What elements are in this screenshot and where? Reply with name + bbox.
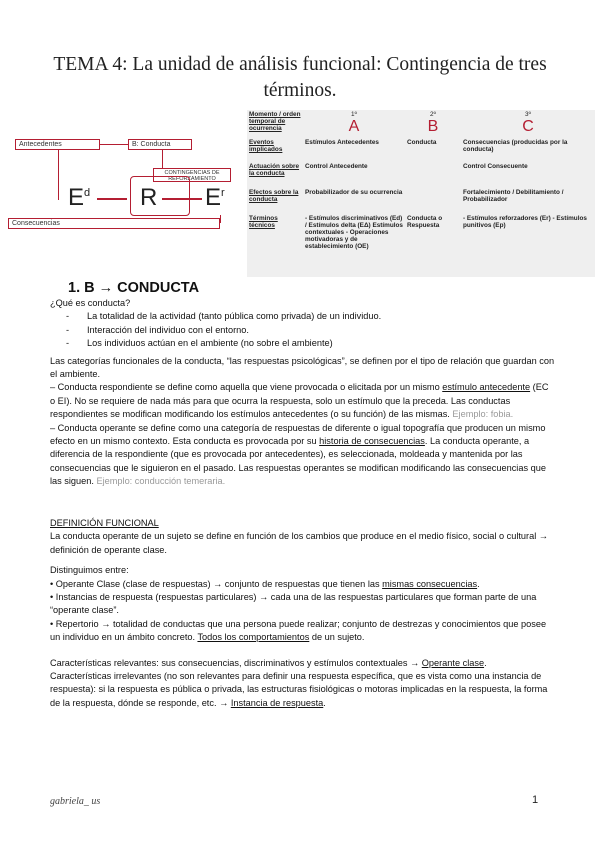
contingency-table: Momento / orden temporal de ocurrencia 1º A 2º B 3º C Eventos implicados Estímulos Antecedentes Conducta Consecuencias (producidas por la conducta) Actuación sobre la conducta Control Antecedente Control Consecuente Efectos sobre la conducta Probabilizador de su ocurrencia Fortalecimiento / Debilitamiento / Probabilizador Términos técnicos - Estímulos discriminativos (Ed) / Estímulos delta (EΔ) Estímulos contextuales - Operaciones motivadoras y de establecimiento (OE) Conducta o Respuesta - Estímulos reforzadores (Er) - Estímulos punitivos (Ep) <box>247 110 595 277</box>
letter-b: B <box>427 118 439 135</box>
letter-c: C <box>522 118 534 135</box>
b-conducta-label: B: Conducta <box>128 139 192 150</box>
paragraph-respondiente: – Conducta respondiente se define como aquella que viene provocada o elicitada por un mismo estímulo antecedente (EC o EI). No se requiere de nada más para que ocurra la respuesta, solo un estímulo que la preceda. Las conductas respondientes se modifican modificando los estímulos antecedentes (o su función) de las mismas. Ejemplo: fobia. <box>50 382 549 420</box>
list-item: • Repertorio → totalidad de conductas que una persona puede realizar; conjunto de destrezas y conocimientos que posee un individuo en un ámbito concreto. Todos los comportamientos de un sujeto. <box>50 618 547 643</box>
list-item: • Instancias de respuesta (respuestas particulares) → cada una de las respuestas particulares que forman parte de una “operante clase”. <box>50 592 537 616</box>
footer-author: gabriela_ us <box>50 796 101 807</box>
paragraph: Características irrelevantes (no son relevantes para definir una respuesta específica, que es vista como una instancia de respuesta): si la respuesta es pública o privada, las estructuras fisiológicas o motoras implicadas en la respuesta, la forma de la respuesta, dónde se responde, etc. → Instancia de respuesta. <box>50 671 548 708</box>
table-row-label: Momento / orden temporal de ocurrencia <box>249 111 301 132</box>
paragraph-operante: – Conducta operante se define como una categoría de respuestas de diferente o igual topografía que producen un mismo efecto en un mismo contexto. Esta conducta es provocada por su historia de consecuencias. La conducta operante, a diferencia de la respondiente (que es provocada por antecedentes), es seleccionada, moldeada y mantenida por las consecuencias que le siguieron en el pasado. Las respuestas operantes se modifican modificando las consecuencias que las siguen. Ejemplo: conducción temeraria. <box>50 422 546 487</box>
paragraph: Las categorías funcionales de la conducta, “las respuestas psicológicas”, se definen por el tipo de relación que guardan con el ambiente. <box>50 355 555 380</box>
list-item: - Interacción del individuo con el entorno. <box>66 324 555 337</box>
body-section-1 <box>50 297 555 489</box>
ed-term: $E^d$ <box>68 184 91 211</box>
page-number: 1 <box>532 794 539 806</box>
consecuencias-label: Consecuencias <box>8 218 220 229</box>
list-item: • Operante Clase (clase de respuestas) → conjunto de respuestas que tienen las mismas consecuencias. <box>50 578 480 589</box>
letter-a: A <box>348 118 360 135</box>
contingencias-label: CONTINGENCIAS DE REFORZAMIENTO <box>153 168 231 182</box>
question: ¿Qué es conducta? <box>50 298 131 308</box>
antecedentes-label: Antecedentes <box>15 139 100 150</box>
r-term: R <box>140 184 158 211</box>
bullet-list <box>50 310 555 350</box>
page-title: TEMA 4: La unidad de análisis funcional: Contingencia de tres términos. <box>53 54 547 101</box>
body-section-2 <box>50 517 555 710</box>
paragraph: La conducta operante de un sujeto se define en función de los cambios que produce en el medio físico, social o cultural → definición de operante clase. <box>50 531 548 555</box>
er-term: $E^r$ <box>205 184 225 211</box>
list-item: - La totalidad de la actividad (tanto pública como privada) de un individuo. <box>66 310 555 323</box>
r-box <box>130 176 190 216</box>
paragraph: Características relevantes: sus consecuencias, discriminativos y estímulos contextuales → Operante clase. <box>50 657 487 668</box>
section-heading: 1. B → CONDUCTA <box>68 280 200 296</box>
subheading: DEFINICIÓN FUNCIONAL <box>50 518 159 528</box>
paragraph: Distinguimos entre: <box>50 565 129 576</box>
list-item: - Los individuos actúan en el ambiente (no sobre el ambiente) <box>66 337 555 350</box>
